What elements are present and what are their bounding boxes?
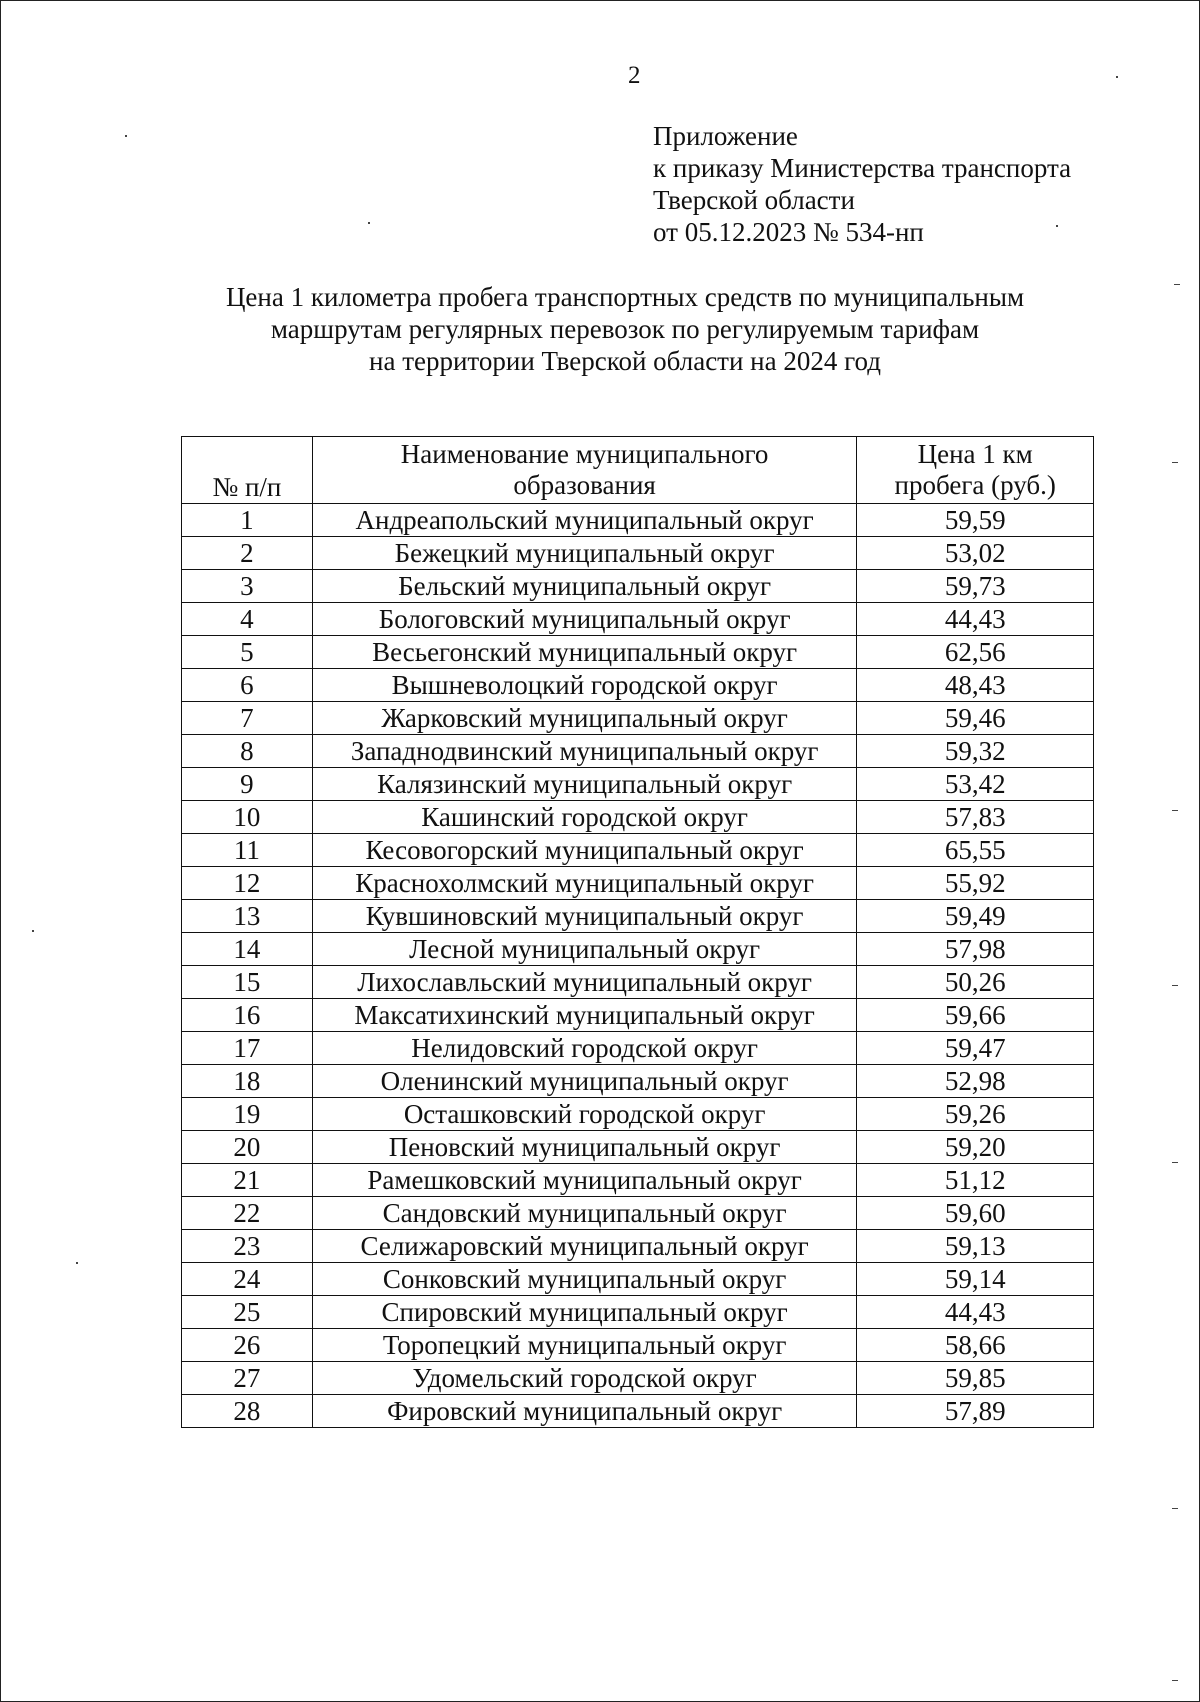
table-row: [182, 1263, 1094, 1296]
cell-num: 11: [182, 834, 313, 867]
table-row: [182, 504, 1094, 537]
cell-name: Лихославльский муниципальный округ: [312, 966, 857, 999]
table-row: [182, 1065, 1094, 1098]
header-name-line: Наименование муниципального: [400, 439, 769, 469]
table-row: [182, 1329, 1094, 1362]
cell-price: 59,85: [857, 1362, 1094, 1395]
table-row: [182, 1230, 1094, 1263]
cell-price: 50,26: [857, 966, 1094, 999]
table-row: [182, 1131, 1094, 1164]
cell-name: Рамешковский муниципальный округ: [312, 1164, 857, 1197]
cell-num: 1: [182, 504, 313, 537]
page-number: 2: [628, 62, 641, 89]
cell-num: 23: [182, 1230, 313, 1263]
cell-name: Сонковский муниципальный округ: [312, 1263, 857, 1296]
cell-num: 13: [182, 900, 313, 933]
table-row: [182, 999, 1094, 1032]
title-line: на территории Тверской области на 2024 год: [369, 346, 881, 376]
table-row: [182, 603, 1094, 636]
cell-price: 52,98: [857, 1065, 1094, 1098]
cell-name: Удомельский городской округ: [312, 1362, 857, 1395]
table-row: [182, 834, 1094, 867]
cell-num: 6: [182, 669, 313, 702]
cell-num: 19: [182, 1098, 313, 1131]
table-row: [182, 1032, 1094, 1065]
table-row: [182, 966, 1094, 999]
title-line: Цена 1 километра пробега транспортных средств по муниципальным: [225, 282, 1025, 312]
cell-price: 59,46: [857, 702, 1094, 735]
table-row: [182, 933, 1094, 966]
cell-price: 59,49: [857, 900, 1094, 933]
cell-price: 62,56: [857, 636, 1094, 669]
cell-name: Фировский муниципальный округ: [312, 1395, 857, 1428]
cell-price: 51,12: [857, 1164, 1094, 1197]
table-row: [182, 702, 1094, 735]
scan-speck: [1172, 462, 1178, 463]
cell-name: Осташковский городской округ: [312, 1098, 857, 1131]
cell-num: 12: [182, 867, 313, 900]
table-row: [182, 768, 1094, 801]
header-price: [857, 437, 1094, 504]
cell-price: 59,59: [857, 504, 1094, 537]
cell-num: 28: [182, 1395, 313, 1428]
cell-price: 44,43: [857, 603, 1094, 636]
scan-speck: [1172, 810, 1178, 811]
scan-speck: [1056, 225, 1058, 227]
table-row: [182, 801, 1094, 834]
cell-price: 57,98: [857, 933, 1094, 966]
cell-price: 55,92: [857, 867, 1094, 900]
table-row: [182, 735, 1094, 768]
cell-price: 65,55: [857, 834, 1094, 867]
table-row: [182, 1395, 1094, 1428]
table-row: [182, 867, 1094, 900]
cell-name: Андреапольский муниципальный округ: [312, 504, 857, 537]
header-name: [312, 437, 857, 504]
cell-price: 57,83: [857, 801, 1094, 834]
scan-speck: [1174, 284, 1180, 285]
cell-price: 59,14: [857, 1263, 1094, 1296]
document-title: [150, 281, 1100, 377]
cell-name: Кесовогорский муниципальный округ: [312, 834, 857, 867]
appendix-line: к приказу Министерства транспорта: [653, 153, 1072, 183]
cell-num: 14: [182, 933, 313, 966]
cell-price: 59,32: [857, 735, 1094, 768]
tariff-table: [181, 436, 1094, 1428]
cell-price: 59,47: [857, 1032, 1094, 1065]
cell-num: 22: [182, 1197, 313, 1230]
header-price-line: пробега (руб.): [894, 470, 1056, 500]
table-row: [182, 570, 1094, 603]
cell-name: Сандовский муниципальный округ: [312, 1197, 857, 1230]
header-num: № п/п: [182, 437, 313, 504]
cell-num: 7: [182, 702, 313, 735]
cell-price: 53,42: [857, 768, 1094, 801]
appendix-block: [653, 120, 1071, 248]
cell-price: 59,26: [857, 1098, 1094, 1131]
table-row: [182, 1296, 1094, 1329]
cell-num: 4: [182, 603, 313, 636]
cell-price: 59,20: [857, 1131, 1094, 1164]
cell-num: 27: [182, 1362, 313, 1395]
scan-speck: [32, 930, 34, 932]
cell-name: Оленинский муниципальный округ: [312, 1065, 857, 1098]
scan-speck: [1172, 985, 1178, 986]
scan-speck: [1116, 76, 1118, 78]
table-row: [182, 1197, 1094, 1230]
cell-name: Весьегонский муниципальный округ: [312, 636, 857, 669]
cell-name: Торопецкий муниципальный округ: [312, 1329, 857, 1362]
table-row: [182, 537, 1094, 570]
cell-num: 21: [182, 1164, 313, 1197]
appendix-line: от 05.12.2023 № 534-нп: [653, 217, 924, 247]
cell-name: Селижаровский муниципальный округ: [312, 1230, 857, 1263]
cell-price: 58,66: [857, 1329, 1094, 1362]
table-body: [182, 504, 1094, 1428]
cell-price: 59,66: [857, 999, 1094, 1032]
table-row: [182, 669, 1094, 702]
table-row: [182, 900, 1094, 933]
header-name-line: образования: [513, 470, 656, 500]
cell-name: Кувшиновский муниципальный округ: [312, 900, 857, 933]
cell-name: Лесной муниципальный округ: [312, 933, 857, 966]
cell-name: Жарковский муниципальный округ: [312, 702, 857, 735]
table-row: [182, 1164, 1094, 1197]
cell-num: 25: [182, 1296, 313, 1329]
cell-name: Максатихинский муниципальный округ: [312, 999, 857, 1032]
scan-speck: [368, 222, 370, 224]
cell-num: 20: [182, 1131, 313, 1164]
cell-name: Бологовский муниципальный округ: [312, 603, 857, 636]
cell-name: Бежецкий муниципальный округ: [312, 537, 857, 570]
cell-name: Спировский муниципальный округ: [312, 1296, 857, 1329]
cell-name: Западнодвинский муниципальный округ: [312, 735, 857, 768]
cell-price: 59,73: [857, 570, 1094, 603]
cell-num: 5: [182, 636, 313, 669]
cell-price: 59,13: [857, 1230, 1094, 1263]
cell-num: 10: [182, 801, 313, 834]
scan-speck: [1172, 1162, 1178, 1163]
table-row: [182, 1362, 1094, 1395]
cell-name: Кашинский городской округ: [312, 801, 857, 834]
table-header-row: [182, 437, 1094, 504]
cell-price: 57,89: [857, 1395, 1094, 1428]
scan-speck: [1172, 1508, 1178, 1509]
cell-num: 15: [182, 966, 313, 999]
cell-price: 53,02: [857, 537, 1094, 570]
cell-name: Краснохолмский муниципальный округ: [312, 867, 857, 900]
title-line: маршрутам регулярных перевозок по регулируемым тарифам: [270, 314, 980, 344]
scan-speck: [76, 1262, 78, 1264]
cell-price: 44,43: [857, 1296, 1094, 1329]
cell-num: 2: [182, 537, 313, 570]
cell-num: 17: [182, 1032, 313, 1065]
cell-name: Бельский муниципальный округ: [312, 570, 857, 603]
cell-name: Пеновский муниципальный округ: [312, 1131, 857, 1164]
header-price-line: Цена 1 км: [917, 439, 1033, 469]
scan-speck: [1172, 1680, 1178, 1681]
cell-num: 16: [182, 999, 313, 1032]
cell-name: Калязинский муниципальный округ: [312, 768, 857, 801]
cell-name: Вышневолоцкий городской округ: [312, 669, 857, 702]
cell-num: 3: [182, 570, 313, 603]
cell-num: 8: [182, 735, 313, 768]
cell-price: 59,60: [857, 1197, 1094, 1230]
cell-num: 18: [182, 1065, 313, 1098]
appendix-line: Тверской области: [653, 185, 855, 215]
table-row: [182, 636, 1094, 669]
appendix-line: Приложение: [653, 121, 798, 151]
cell-num: 9: [182, 768, 313, 801]
cell-price: 48,43: [857, 669, 1094, 702]
cell-num: 24: [182, 1263, 313, 1296]
cell-num: 26: [182, 1329, 313, 1362]
cell-name: Нелидовский городской округ: [312, 1032, 857, 1065]
table-row: [182, 1098, 1094, 1131]
scan-speck: [125, 135, 127, 137]
